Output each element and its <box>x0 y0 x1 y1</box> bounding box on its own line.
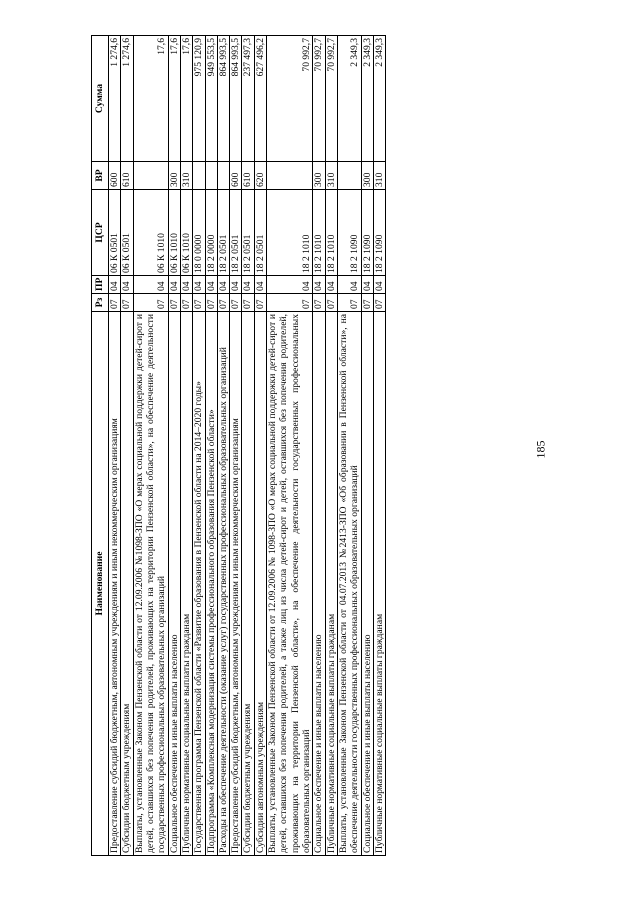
rotated-table-frame <box>91 36 567 856</box>
cell-sum: 2 349,3 <box>373 36 385 162</box>
cell-csr: 18 0 0000 <box>193 190 205 276</box>
table-row <box>254 36 266 856</box>
table-row <box>193 36 205 856</box>
header-sum: Сумма <box>92 36 109 162</box>
cell-vr: 600 <box>230 162 242 190</box>
cell-name: Выплаты, установленные Законом Пензенской области от 12.09.2006 №1098-ЗПО «О мерах социальной поддержки детей-сирот и детей, оставшихся без попечения родителей, проживающих на территории Пензенской области», на обеспечение деятельности государственных профессиональных образовательных организаций <box>133 312 168 856</box>
cell-pr: 04 <box>121 276 133 294</box>
cell-name: Подпрограмма «Комплексная модернизация системы профессионального образования Пензенской области» <box>205 312 217 856</box>
cell-csr: 18 2 1010 <box>325 190 337 276</box>
cell-rz: 07 <box>121 294 133 312</box>
cell-pr: 04 <box>254 276 266 294</box>
cell-vr: 300 <box>361 162 373 190</box>
cell-rz: 07 <box>313 294 325 312</box>
cell-vr <box>205 162 217 190</box>
table-body <box>109 36 386 856</box>
cell-rz: 07 <box>242 294 254 312</box>
cell-pr: 04 <box>230 276 242 294</box>
table-row <box>168 36 180 856</box>
cell-csr: 18 2 0501 <box>230 190 242 276</box>
cell-csr: 06 К 1010 <box>180 190 192 276</box>
cell-sum: 627 496,2 <box>254 36 266 162</box>
cell-vr <box>193 162 205 190</box>
cell-rz: 07 <box>205 294 217 312</box>
cell-name: Предоставление субсидий бюджетным, автономным учреждениям и иным некоммерческим организациям <box>109 312 121 856</box>
cell-rz: 07 <box>217 294 229 312</box>
table-row <box>230 36 242 856</box>
cell-csr: 18 2 0501 <box>242 190 254 276</box>
cell-vr: 310 <box>325 162 337 190</box>
cell-sum: 70 992,7 <box>313 36 325 162</box>
cell-rz: 07 <box>254 294 266 312</box>
header-vr: ВР <box>92 162 109 190</box>
cell-csr: 18 2 0501 <box>217 190 229 276</box>
cell-csr: 18 2 0000 <box>205 190 217 276</box>
cell-pr: 04 <box>109 276 121 294</box>
cell-pr: 04 <box>337 276 361 294</box>
cell-pr: 04 <box>373 276 385 294</box>
cell-rz: 07 <box>361 294 373 312</box>
cell-name: Публичные нормативные социальные выплаты гражданам <box>180 312 192 856</box>
cell-vr: 310 <box>373 162 385 190</box>
cell-csr: 06 К 0501 <box>121 190 133 276</box>
cell-csr: 18 2 1010 <box>313 190 325 276</box>
cell-csr: 06 К 0501 <box>109 190 121 276</box>
cell-vr: 300 <box>168 162 180 190</box>
cell-sum: 864 993,5 <box>217 36 229 162</box>
cell-sum: 2 349,3 <box>361 36 373 162</box>
cell-rz: 07 <box>109 294 121 312</box>
cell-pr: 04 <box>267 276 313 294</box>
cell-rz: 07 <box>230 294 242 312</box>
cell-rz: 07 <box>193 294 205 312</box>
cell-pr: 04 <box>193 276 205 294</box>
header-csr: ЦСР <box>92 190 109 276</box>
table-row <box>217 36 229 856</box>
table-row <box>337 36 361 856</box>
header-pr: ПР <box>92 276 109 294</box>
cell-name: Государственная программа Пензенской области «Развитие образования в Пензенской области на 2014–2020 годы» <box>193 312 205 856</box>
header-rz: Рз <box>92 294 109 312</box>
cell-vr: 610 <box>121 162 133 190</box>
cell-sum: 70 992,7 <box>325 36 337 162</box>
budget-table-container <box>91 36 567 856</box>
cell-csr: 18 2 1010 <box>267 190 313 276</box>
cell-name: Социальное обеспечение и иные выплаты населению <box>168 312 180 856</box>
cell-name: Субсидии бюджетным учреждениям <box>242 312 254 856</box>
cell-name: Социальное обеспечение и иные выплаты населению <box>313 312 325 856</box>
table-row <box>121 36 133 856</box>
cell-vr: 310 <box>180 162 192 190</box>
cell-vr <box>133 162 168 190</box>
cell-pr: 04 <box>361 276 373 294</box>
cell-sum: 237 497,3 <box>242 36 254 162</box>
cell-vr: 600 <box>109 162 121 190</box>
cell-pr: 04 <box>205 276 217 294</box>
cell-rz: 07 <box>180 294 192 312</box>
cell-vr <box>337 162 361 190</box>
cell-name: Субсидии бюджетным учреждениям <box>121 312 133 856</box>
cell-pr: 04 <box>168 276 180 294</box>
cell-rz: 07 <box>267 294 313 312</box>
cell-vr: 300 <box>313 162 325 190</box>
table-row <box>180 36 192 856</box>
cell-csr: 18 2 1090 <box>361 190 373 276</box>
table-row <box>373 36 385 856</box>
cell-pr: 04 <box>325 276 337 294</box>
cell-rz: 07 <box>133 294 168 312</box>
page-number: 185 <box>533 440 548 459</box>
table-row <box>133 36 168 856</box>
cell-pr: 04 <box>180 276 192 294</box>
cell-pr: 04 <box>242 276 254 294</box>
budget-table <box>91 35 386 856</box>
cell-rz: 07 <box>168 294 180 312</box>
cell-csr: 06 К 1010 <box>133 190 168 276</box>
cell-sum: 17,6 <box>180 36 192 162</box>
cell-vr: 610 <box>242 162 254 190</box>
cell-sum: 1 274,6 <box>121 36 133 162</box>
table-header-row <box>92 36 109 856</box>
cell-sum: 2 349,3 <box>337 36 361 162</box>
cell-csr: 18 2 1090 <box>337 190 361 276</box>
cell-rz: 07 <box>373 294 385 312</box>
cell-name: Предоставление субсидий бюджетным, автономным учреждениям и иным некоммерческим организациям <box>230 312 242 856</box>
cell-name: Расходы на обеспечение деятельности (оказание услуг) государственных профессиональных образовательных организаций <box>217 312 229 856</box>
cell-vr <box>267 162 313 190</box>
table-row <box>205 36 217 856</box>
table-row <box>313 36 325 856</box>
cell-rz: 07 <box>337 294 361 312</box>
table-row <box>325 36 337 856</box>
cell-name: Субсидии автономным учреждениям <box>254 312 266 856</box>
cell-csr: 18 2 1090 <box>373 190 385 276</box>
cell-sum: 1 274,6 <box>109 36 121 162</box>
cell-name: Выплаты, установленные Законом Пензенской области от 12.09.2006 № 1098-ЗПО «О мерах социальной поддержки детей-сирот и детей, оставшихся без попечения родителей, а также лиц из числа детей-сирот и детей, оставшихся без попечения родителей, проживающих на территории Пензенской области», на обеспечение деятельности государственных профессиональных образовательных организаций <box>267 312 313 856</box>
table-row <box>109 36 121 856</box>
table-row <box>242 36 254 856</box>
table-row <box>361 36 373 856</box>
table-row <box>267 36 313 856</box>
cell-rz: 07 <box>325 294 337 312</box>
cell-csr: 06 К 1010 <box>168 190 180 276</box>
cell-vr: 620 <box>254 162 266 190</box>
cell-vr <box>217 162 229 190</box>
cell-sum: 17,6 <box>133 36 168 162</box>
cell-sum: 70 992,7 <box>267 36 313 162</box>
cell-sum: 17,6 <box>168 36 180 162</box>
header-name: Наименование <box>92 312 109 856</box>
cell-pr: 04 <box>133 276 168 294</box>
cell-csr: 18 2 0501 <box>254 190 266 276</box>
cell-pr: 04 <box>217 276 229 294</box>
cell-name: Публичные нормативные социальные выплаты гражданам <box>373 312 385 856</box>
cell-sum: 864 993,5 <box>230 36 242 162</box>
cell-pr: 04 <box>313 276 325 294</box>
cell-name: Выплаты, установленные Законом Пензенской области от 04.07.2013 №2413-ЗПО «Об образовании в Пензенской области», на обеспечение деятельности государственных профессиональных образовательных организаций <box>337 312 361 856</box>
cell-sum: 975 120,9 <box>193 36 205 162</box>
cell-name: Публичные нормативные социальные выплаты гражданам <box>325 312 337 856</box>
cell-sum: 949 553,5 <box>205 36 217 162</box>
cell-name: Социальное обеспечение и иные выплаты населению <box>361 312 373 856</box>
